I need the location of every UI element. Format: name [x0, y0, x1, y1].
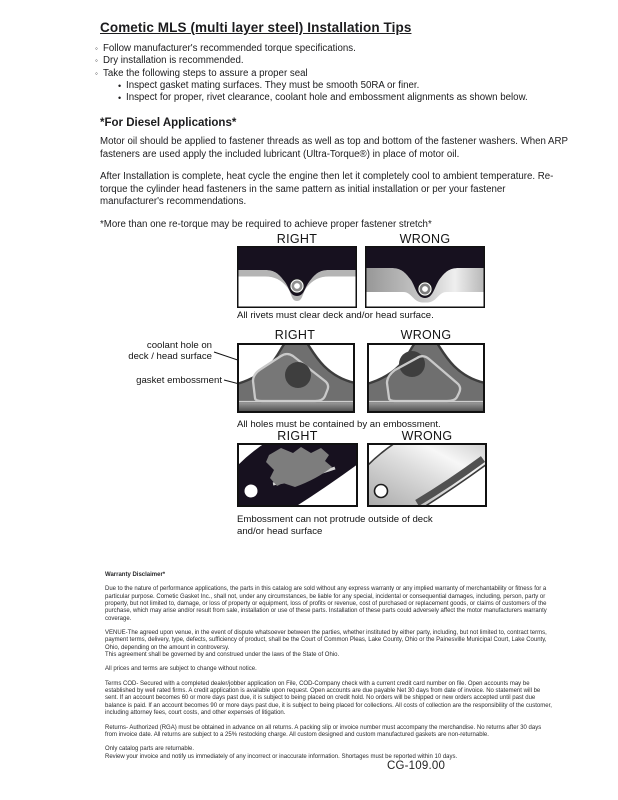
- fig3-right-label: RIGHT: [277, 429, 318, 443]
- legal-paragraph: This agreement shall be governed by and construed under the laws of the State of Ohio.: [105, 652, 340, 659]
- legal-paragraph: Returns- Authorized (RGA) must be obtained in advance on all returns. A packing slip or invoice number must accompany the merchandise. No returns after 30 days from invoice date. All returns are subject to a 25% restocking charge. All custom designed and custom manufactured gaskets are non-returnable.: [105, 724, 542, 738]
- sub-bullet-icon: •: [118, 93, 122, 104]
- diesel-paragraph: Motor oil should be applied to fastener threads as well as top and bottom of the fastener washers. When ARP fasteners are used apply the included lubricant (Ultra-Torque®) in place of motor oil.: [100, 136, 568, 160]
- page-title: Cometic MLS (multi layer steel) Installation Tips: [100, 20, 412, 35]
- list-item: [95, 43, 565, 55]
- tips-section: [95, 20, 565, 104]
- fig3-caption-line2: and/or head surface: [237, 525, 323, 537]
- list-item: [118, 92, 565, 104]
- bullet-icon: ◦: [95, 56, 98, 66]
- legal-paragraph: Only catalog parts are returnable.: [105, 746, 195, 753]
- tip-text: Take the following steps to assure a proper seal: [103, 67, 308, 79]
- tip-text: Follow manufacturer's recommended torque specifications.: [103, 43, 356, 54]
- tip-text: Dry installation is recommended.: [103, 55, 244, 67]
- fig3-caption-line1: Embossment can not protrude outside of deck: [237, 514, 433, 525]
- fig3-wrong-label: WRONG: [401, 429, 453, 443]
- diesel-note: *More than one re-torque may be required to achieve proper fastener stretch*: [100, 218, 432, 230]
- fig1-right-label: RIGHT: [276, 232, 318, 246]
- diesel-section: [100, 117, 570, 242]
- fig1-wrong-diagram: [365, 246, 485, 308]
- document-number: CG-109.00: [387, 760, 446, 772]
- legal-paragraph: Terms COD- Secured with a completed dealer/jobber application on File, COD-Company check with a current credit card number on file. Open accounts may be established by well rated firms. A credit application is available upon request. Open accounts are due payable Net 30 days from date of invoice. No statement will be sent. If an account becomes 60 or more days past due, it is subject to being placed on credit hold. No orders will be shipped or new orders accepted until past due balance is paid. If an account becomes 90 or more days past due, it is subject to being placed for collections. All costs of collection are the responsibility of the customer, including attorney fees, court costs, and other expenses of litigation.: [105, 680, 552, 717]
- fig2-caption: All holes must be contained by an embossment.: [237, 419, 441, 430]
- list-item: [95, 68, 565, 80]
- diesel-paragraph: After Installation is complete, heat cycle the engine then let it completely cool to ambient temperature. Re-torque the cylinder head fasteners in the same pattern as initial installation or per your fastener manufacturer's recommendations.: [100, 171, 554, 208]
- fig2-right-label: RIGHT: [274, 328, 316, 342]
- list-item: [118, 80, 565, 92]
- tips-list: [95, 43, 565, 104]
- fig1-wrong-label: WRONG: [399, 232, 451, 246]
- fig1-caption: All rivets must clear deck and/or head surface.: [237, 310, 434, 321]
- sub-bullet-icon: •: [118, 80, 122, 91]
- bullet-icon: ◦: [95, 44, 98, 53]
- legal-section: [105, 572, 552, 761]
- legal-paragraph: All prices and terms are subject to change without notice.: [105, 666, 257, 673]
- fig3-wrong-diagram: [367, 443, 487, 507]
- coolant-label-line2: deck / head surface: [128, 350, 212, 362]
- fig3-caption: [237, 514, 497, 537]
- fig2-right-diagram: [237, 343, 355, 413]
- fig2-wrong-diagram: [367, 343, 485, 413]
- bullet-icon: ◦: [95, 68, 98, 78]
- tip-text: Inspect gasket mating surfaces. They must be smooth 50RA or finer.: [126, 79, 420, 91]
- fig2-wrong-label: WRONG: [400, 328, 452, 342]
- fig3-right-diagram: [237, 443, 358, 507]
- diesel-heading: *For Diesel Applications*: [100, 117, 237, 129]
- coolant-label-line1: coolant hole on: [146, 340, 212, 351]
- fig2-coolant-label: [78, 341, 212, 363]
- tip-text: Inspect for proper, rivet clearance, coolant hole and embossment alignments as shown below.: [126, 92, 528, 104]
- fig1-right-diagram: [237, 246, 357, 308]
- legal-paragraph: VENUE-The agreed upon venue, in the event of dispute whatsoever between the parties, whether instituted by either party, including, but not limited to, contract terms, payment terms, delivery, type, defects, sufficiency of product, shall be the Court of Common Pleas, Lake County, Ohio or the Painesville Municipal Court, Lake County, Ohio, depending on the amount in controversy.: [105, 630, 547, 651]
- list-item: [95, 55, 565, 67]
- fig2-embossment-label: gasket embossment: [136, 375, 222, 386]
- legal-heading: Warranty Disclaimer*: [105, 572, 166, 578]
- legal-paragraph: Due to the nature of performance applications, the parts in this catalog are sold without any express warranty or any implied warranty of merchantability or fitness for a particular purpose. Cometic Gasket Inc., shall not, under any circumstances, be liable for any special, incidental or consequential damages, including, person, party or property, but not limited to, damage, or loss of property or equipment, loss of profits or revenue, cost of purchased or replacement goods, or claims of customers of the purchase, which may arise and/or result from sale, installation or use of these parts. Installation of these parts could adversely affect the motor manufacturers warranty coverage.: [105, 586, 547, 622]
- legal-paragraph: Review your invoice and notify us immediately of any incorrect or inaccurate information. Shortages must be reported within 10 days.: [105, 753, 458, 760]
